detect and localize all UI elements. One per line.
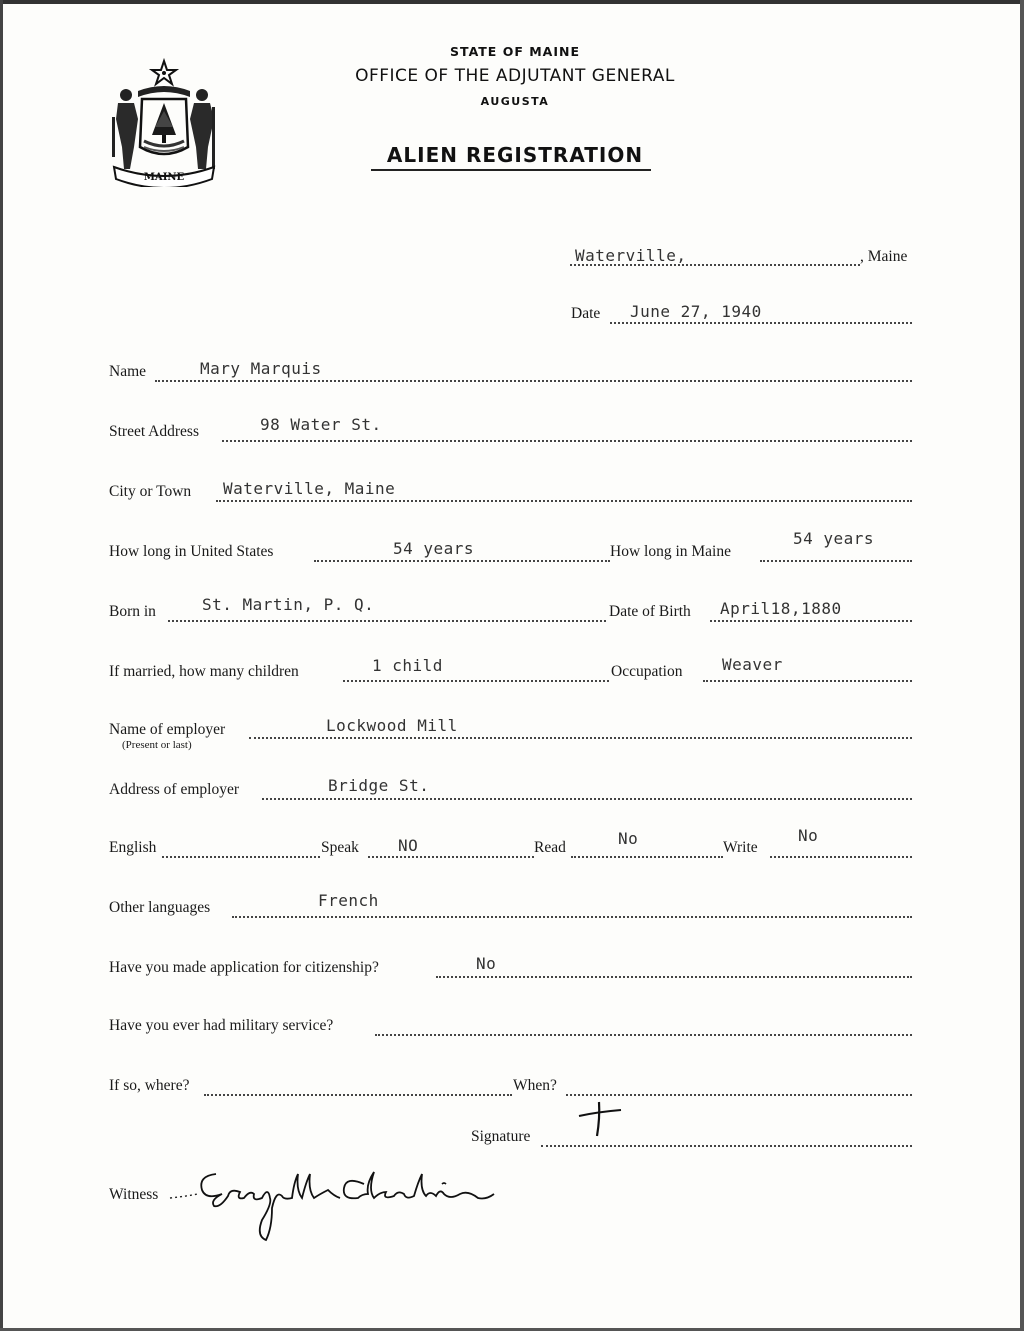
city-row [0,479,1024,509]
maine-value[interactable]: 54 years [793,529,875,548]
signature-row [0,1124,1024,1154]
employer-row [0,716,1024,751]
english-label: English [109,839,157,856]
employer-address-label: Address of employer [109,781,239,798]
location-suffix: , Maine [860,248,908,265]
us-dots [314,560,610,562]
where-dots [204,1094,512,1096]
military-label: Have you ever had military service? [109,1017,334,1034]
witness-label: Witness [109,1186,159,1203]
military-row [0,1013,1024,1043]
citizenship-label: Have you made application for citizenship? [109,959,379,976]
languages-row [0,891,1024,925]
name-label: Name [109,363,147,380]
employer-label: Name of employer [109,721,226,738]
born-dots [168,620,606,622]
languages-dots [232,916,912,918]
speak-value[interactable]: NO [398,836,419,855]
write-dots [770,856,912,858]
street-row [0,415,1024,449]
military-dots [375,1034,912,1036]
frame-top-edge [0,0,1024,4]
where-label: If so, where? [109,1077,190,1094]
date-value[interactable]: June 27, 1940 [630,302,762,321]
state-seal-icon [108,57,220,187]
witness-signature-icon [168,1160,513,1245]
date-row [0,301,1024,331]
family-row [0,655,1024,689]
citizenship-value[interactable]: No [476,954,497,973]
name-row [0,359,1024,389]
born-value[interactable]: St. Martin, P. Q. [202,595,375,614]
citizenship-dots [436,976,912,978]
languages-value[interactable]: French [318,891,379,910]
street-label: Street Address [109,423,199,440]
maine-dots [760,560,912,562]
city-heading: AUGUSTA [480,95,550,108]
employer-value[interactable]: Lockwood Mill [326,716,458,735]
where-when-row [0,1073,1024,1103]
read-value[interactable]: No [618,829,639,848]
citizenship-row [0,955,1024,985]
seal-banner-text: MAINE [143,172,185,183]
when-label: When? [513,1077,557,1094]
write-value[interactable]: No [798,826,819,845]
born-label: Born in [109,603,156,620]
location-row [0,244,1024,274]
english-dots [162,856,320,858]
signature-dots [541,1145,912,1147]
employer-address-value[interactable]: Bridge St. [328,776,430,795]
children-label: If married, how many children [109,663,299,680]
title-underline [371,169,651,171]
occupation-label: Occupation [611,663,683,680]
dob-value[interactable]: April18,1880 [720,599,842,618]
children-dots [343,680,609,682]
city-dots [216,500,912,502]
form-title: ALIEN REGISTRATION [386,143,644,167]
when-dots [566,1094,912,1096]
street-value[interactable]: 98 Water St. [260,415,382,434]
dob-dots [710,620,912,622]
state-heading: STATE OF MAINE [450,44,580,59]
read-label: Read [534,839,566,856]
employer-address-row [0,777,1024,807]
street-dots [222,440,912,442]
location-value[interactable]: Waterville, [575,246,687,265]
dob-label: Date of Birth [609,603,691,620]
us-value[interactable]: 54 years [393,539,475,558]
city-value[interactable]: Waterville, Maine [223,479,396,498]
write-label: Write [723,839,758,856]
employer-sublabel: (Present or last) [122,739,192,751]
signature-label: Signature [471,1128,531,1145]
read-dots [571,856,723,858]
languages-label: Other languages [109,899,211,916]
english-row [0,826,1024,865]
signature-cross-mark-icon [575,1100,625,1140]
speak-label: Speak [321,839,359,856]
maine-label: How long in Maine [610,543,731,560]
office-heading: OFFICE OF THE ADJUTANT GENERAL [355,66,675,86]
residency-row [0,529,1024,569]
children-value[interactable]: 1 child [372,656,443,675]
us-label: How long in United States [109,543,274,560]
occupation-value[interactable]: Weaver [722,655,783,674]
name-dots [155,380,912,382]
city-label: City or Town [109,483,192,500]
date-label: Date [571,305,601,322]
name-value[interactable]: Mary Marquis [200,359,322,378]
date-dots [610,322,912,324]
birth-row [0,595,1024,629]
occupation-dots [703,680,912,682]
employer-address-dots [262,798,912,800]
speak-dots [368,856,534,858]
employer-dots [249,737,912,739]
